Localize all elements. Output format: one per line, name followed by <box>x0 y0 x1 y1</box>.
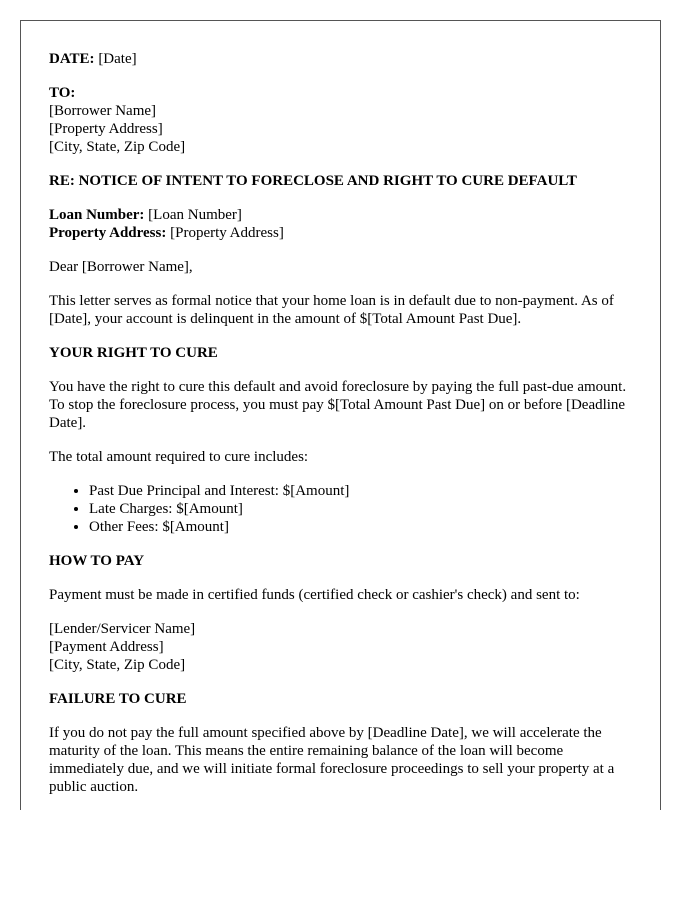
list-item: • Past Due Principal and Interest: $[Amount] <box>89 482 632 500</box>
date-label: DATE: <box>49 51 95 67</box>
cure-amount-list <box>49 482 632 536</box>
recipient-address: [Property Address] <box>49 121 163 137</box>
intro-paragraph: This letter serves as formal notice that your home loan is in default due to non-payment. As of [Date], your account is delinquent in the amount of $[Total Amount Past Due]. <box>49 293 614 327</box>
subject-line: RE: NOTICE OF INTENT TO FORECLOSE AND RIGHT TO CURE DEFAULT <box>49 173 577 189</box>
right-to-cure-paragraph: You have the right to cure this default and avoid foreclosure by paying the full past-due amount. To stop the foreclosure process, you must pay $[Total Amount Past Due] on or before [Deadline Date]. <box>49 379 627 431</box>
payment-address: [Payment Address] <box>49 639 164 655</box>
to-label: TO: <box>49 85 76 101</box>
payment-city-state-zip: [City, State, Zip Code] <box>49 657 186 673</box>
loan-number-line <box>49 206 632 224</box>
loan-details <box>49 206 632 242</box>
failure-to-cure-heading: FAILURE TO CURE <box>49 691 187 707</box>
letter-page <box>20 20 661 810</box>
how-to-pay-paragraph: Payment must be made in certified funds (certified check or cashier's check) and sent to: <box>49 587 580 603</box>
salutation: Dear [Borrower Name], <box>49 259 193 275</box>
recipient-name: [Borrower Name] <box>49 103 157 119</box>
list-item: • Other Fees: $[Amount] <box>89 518 632 536</box>
list-item: • Late Charges: $[Amount] <box>89 500 632 518</box>
recipient-city-state-zip: [City, State, Zip Code] <box>49 139 186 155</box>
how-to-pay-heading: HOW TO PAY <box>49 553 145 569</box>
date-line <box>49 50 632 68</box>
property-address-label: Property Address: <box>49 225 167 241</box>
right-to-cure-heading: YOUR RIGHT TO CURE <box>49 345 218 361</box>
recipient-block <box>49 84 632 156</box>
date-value: [Date] <box>98 51 137 67</box>
lender-name: [Lender/Servicer Name] <box>49 621 196 637</box>
loan-number-value: [Loan Number] <box>148 207 242 223</box>
cure-includes-intro: The total amount required to cure includes: <box>49 449 309 465</box>
loan-number-label: Loan Number: <box>49 207 145 223</box>
failure-to-cure-paragraph: If you do not pay the full amount specified above by [Deadline Date], we will accelerate the maturity of the loan. This means the entire remaining balance of the loan will become immediately due, and we will initiate formal foreclosure proceedings to sell your property at a public auction. <box>49 725 615 795</box>
property-address-value: [Property Address] <box>170 225 284 241</box>
payment-address-block <box>49 620 632 674</box>
property-address-line <box>49 224 632 242</box>
